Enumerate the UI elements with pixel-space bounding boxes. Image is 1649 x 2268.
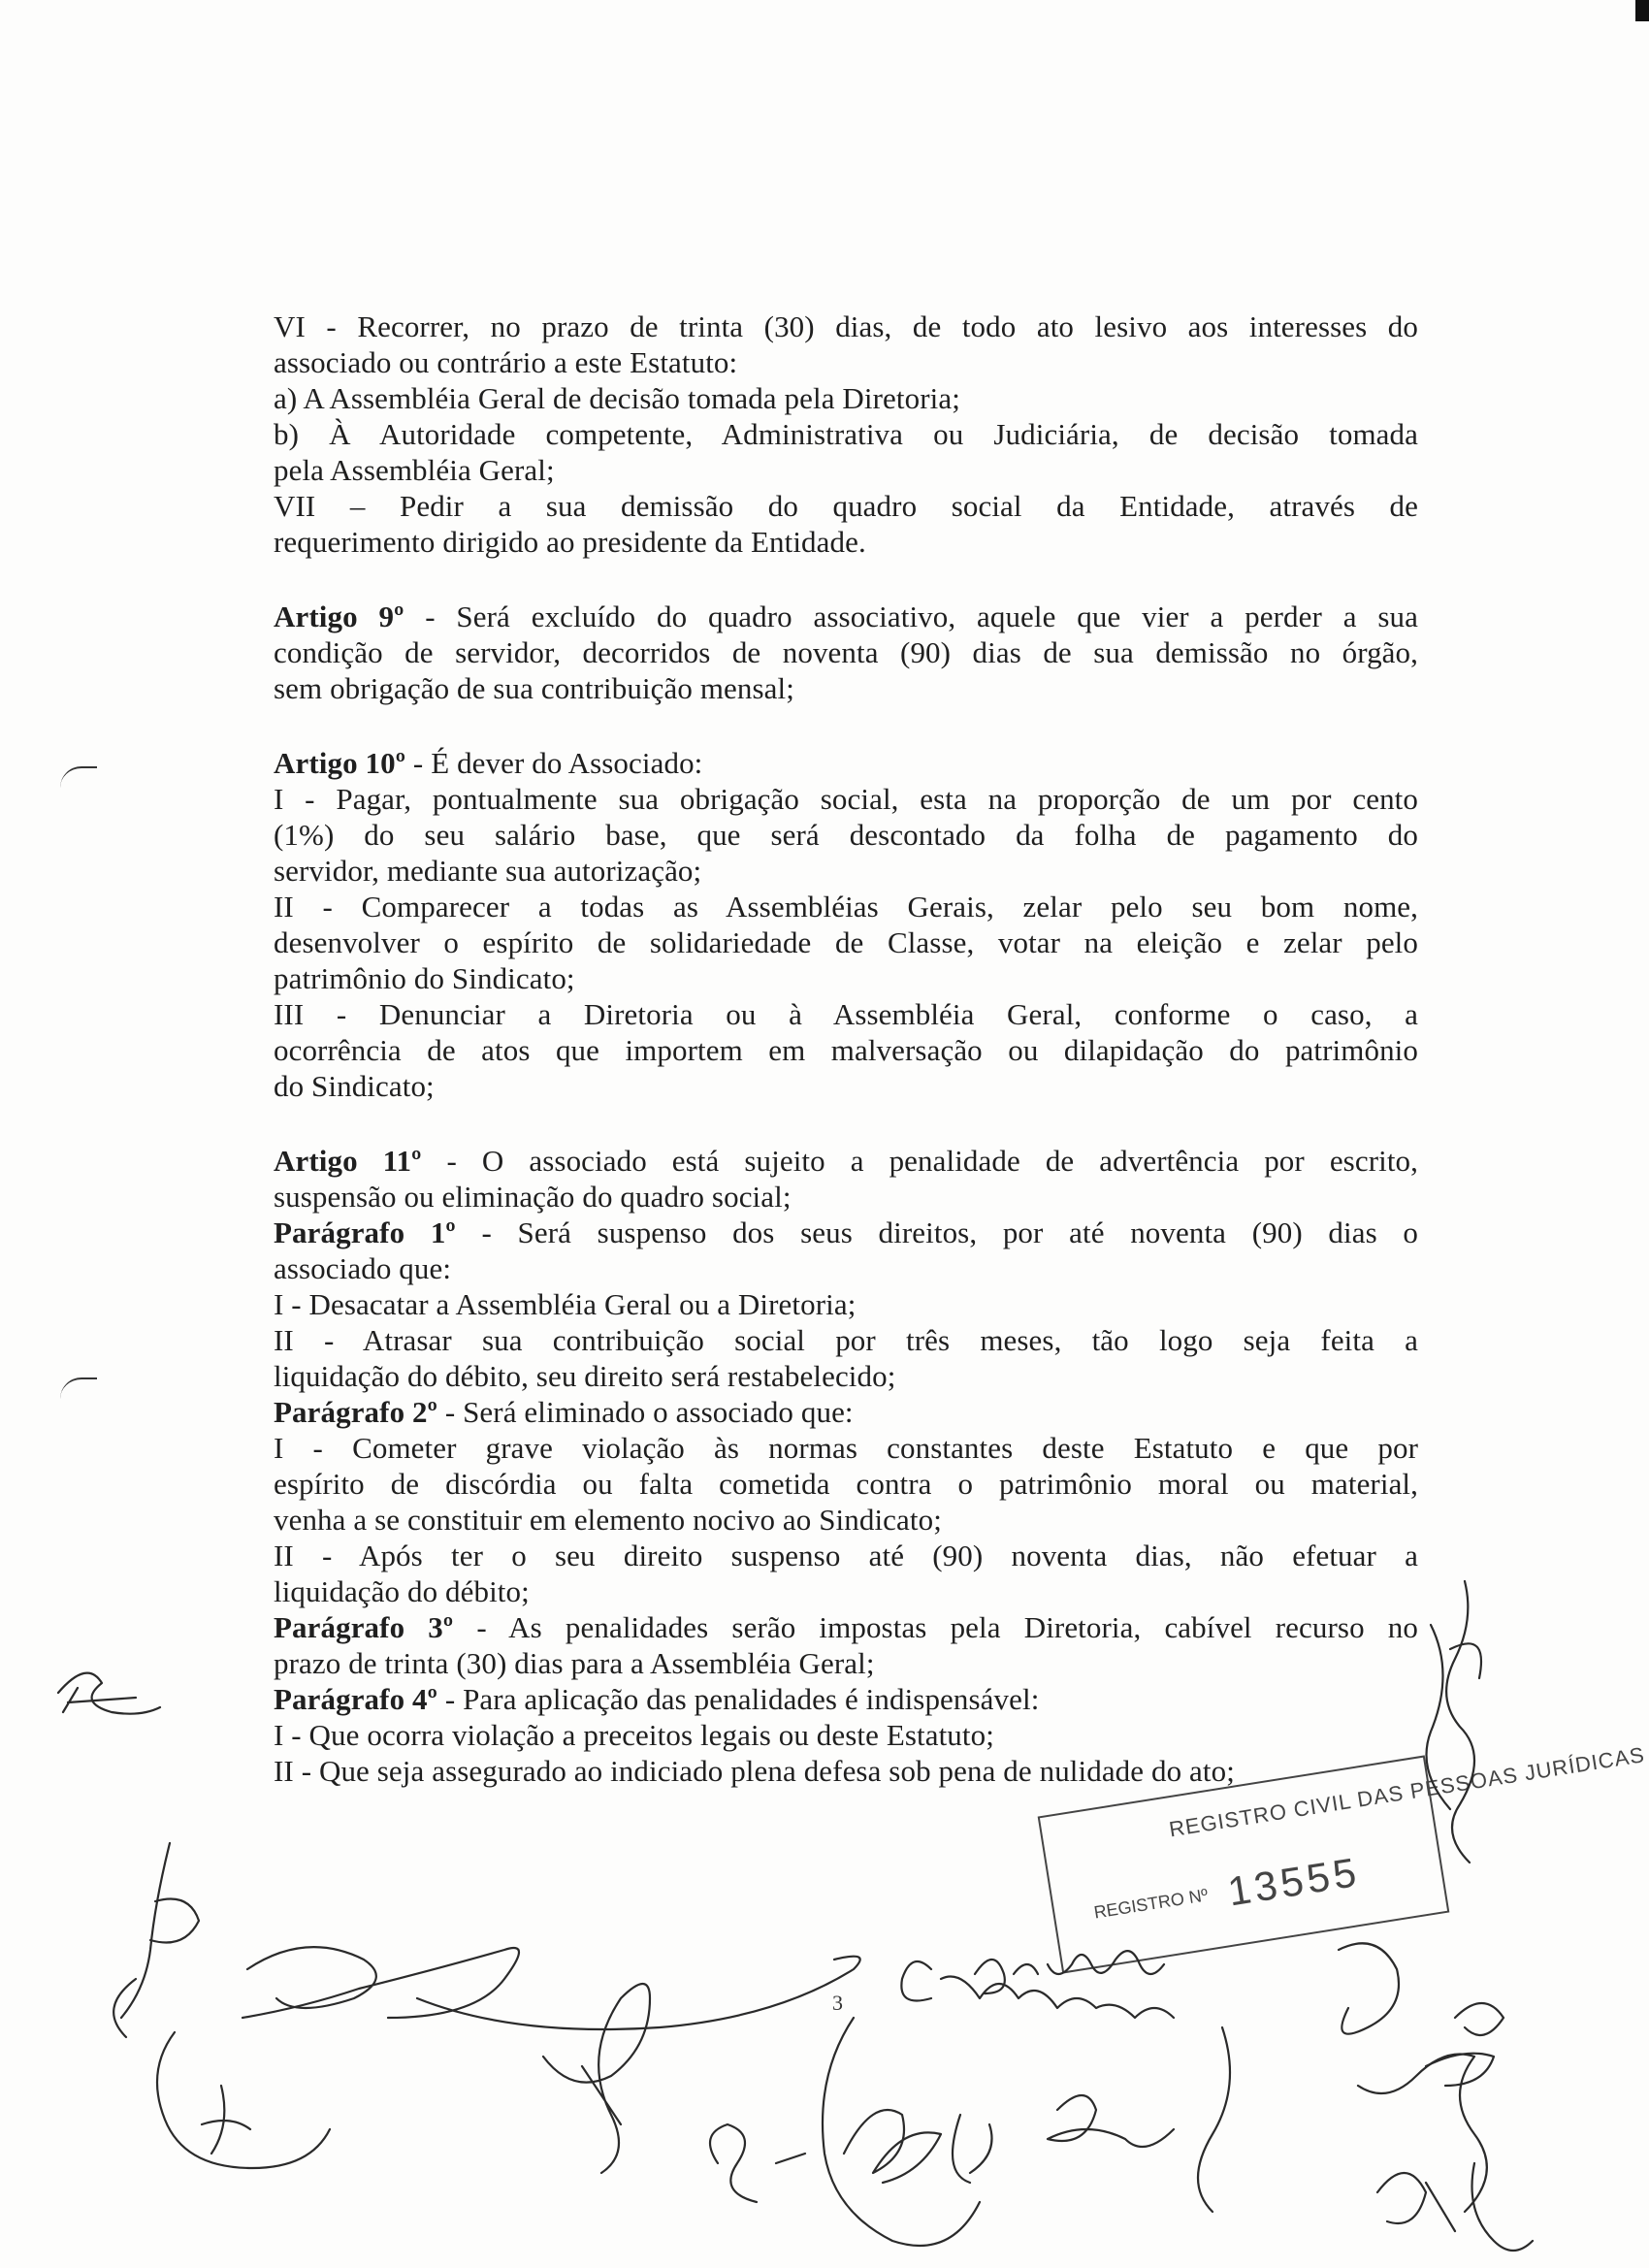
document-line	[274, 1609, 1418, 1645]
line-text: venha a se constituir em elemento nocivo ao Sindicato;	[274, 1503, 942, 1537]
line-text: - Será excluído do quadro associativo, aquele que vier a perder a sua	[404, 599, 1419, 633]
article-heading: Artigo 9º	[274, 599, 404, 633]
article-heading: Artigo 11º	[274, 1144, 422, 1178]
line-text: associado que:	[274, 1251, 452, 1285]
line-text: b) À Autoridade competente, Administrativa ou Judiciária, de decisão tomada	[274, 417, 1418, 451]
scan-edge-mark	[1635, 0, 1649, 21]
line-text: - Será eliminado o associado que:	[436, 1395, 854, 1429]
signature	[844, 2110, 992, 2183]
signature	[1358, 2055, 1487, 2213]
stamp-number: 13555	[1224, 1848, 1364, 1915]
line-text: prazo de trinta (30) dias para a Assembléia Geral;	[274, 1646, 875, 1680]
signature	[417, 1957, 860, 2029]
document-line	[274, 634, 1418, 670]
document-line	[274, 1717, 1418, 1753]
signature	[157, 2032, 330, 2168]
signature	[1048, 2095, 1174, 2147]
signature	[242, 1947, 519, 2018]
article-heading: Artigo 10º	[274, 746, 406, 780]
stamp-title: REGISTRO CIVIL DAS PESSOAS JURÍDICAS	[1167, 1742, 1647, 1842]
document-line	[274, 380, 1418, 416]
document-line	[274, 670, 1418, 706]
signature	[1426, 2003, 1504, 2086]
line-text: I - Cometer grave violação às normas constantes deste Estatuto e que por	[274, 1431, 1418, 1465]
signature	[1377, 2173, 1455, 2231]
document-line	[274, 344, 1418, 380]
line-text: requerimento dirigido ao presidente da Entidade.	[274, 525, 866, 559]
margin-rubric-signature	[113, 1843, 199, 2037]
paragraph-gap	[274, 706, 1418, 745]
document-line	[274, 1286, 1418, 1322]
document-line	[274, 1322, 1418, 1358]
line-text: II - Comparecer a todas as Assembléias Gerais, zelar pelo seu bom nome,	[274, 890, 1418, 923]
line-text: I - Pagar, pontualmente sua obrigação social, esta na proporção de um por cento	[274, 782, 1418, 816]
document-line	[274, 1645, 1418, 1681]
line-text: - O associado está sujeito a penalidade de advertência por escrito,	[421, 1144, 1418, 1178]
stamp-label: REGISTRO Nº	[1092, 1885, 1210, 1923]
document-line	[274, 524, 1418, 560]
line-text: pela Assembléia Geral;	[274, 453, 555, 487]
line-text: servidor, mediante sua autorização;	[274, 854, 702, 888]
document-line	[274, 745, 1418, 781]
document-line	[274, 1358, 1418, 1394]
line-text: liquidação do débito;	[274, 1574, 530, 1608]
signature	[901, 1961, 1174, 2018]
document-line	[274, 1573, 1418, 1609]
line-text: III - Denunciar a Diretoria ou à Assembléia Geral, conforme o caso, a	[274, 997, 1418, 1031]
document-line	[274, 1032, 1418, 1068]
document-line	[274, 781, 1418, 817]
document-line	[274, 1466, 1418, 1502]
document-line	[274, 1394, 1418, 1430]
line-text: condição de servidor, decorridos de noventa (90) dias de sua demissão no órgão,	[274, 635, 1418, 669]
document-line	[274, 488, 1418, 524]
signature	[202, 2086, 250, 2154]
document-line	[274, 996, 1418, 1032]
document-line	[274, 416, 1418, 452]
document-line	[274, 452, 1418, 488]
line-text: suspensão ou eliminação do quadro social;	[274, 1180, 792, 1214]
line-text: a) A Assembléia Geral de decisão tomada pela Diretoria;	[274, 381, 960, 415]
signature	[1472, 2163, 1534, 2251]
line-text: II - Que seja assegurado ao indiciado plena defesa sob pena de nulidade do ato;	[274, 1754, 1235, 1788]
line-text: do Sindicato;	[274, 1069, 435, 1103]
line-text: II - Após ter o seu direito suspenso até (90) noventa dias, não efetuar a	[274, 1539, 1418, 1572]
document-line	[274, 1068, 1418, 1104]
document-line	[274, 1502, 1418, 1538]
document-line	[274, 853, 1418, 889]
line-text: - As penalidades serão impostas pela Diretoria, cabível recurso no	[453, 1610, 1418, 1644]
document-line	[274, 924, 1418, 960]
document-line	[274, 889, 1418, 924]
line-text: liquidação do débito, seu direito será restabelecido;	[274, 1359, 896, 1393]
article-heading: Parágrafo 2º	[274, 1395, 437, 1429]
signature	[543, 1984, 650, 2173]
document-line	[274, 960, 1418, 996]
document-line	[274, 599, 1418, 634]
paragraph-gap	[274, 560, 1418, 599]
article-heading: Parágrafo 3º	[274, 1610, 454, 1644]
line-text: I - Que ocorra violação a preceitos legais ou deste Estatuto;	[274, 1718, 994, 1752]
line-text: (1%) do seu salário base, que será descontado da folha de pagamento do	[274, 818, 1418, 852]
document-line	[274, 1681, 1418, 1717]
line-text: I - Desacatar a Assembléia Geral ou a Diretoria;	[274, 1287, 857, 1321]
signature	[1339, 1943, 1399, 2033]
document-line	[274, 817, 1418, 853]
article-heading: Parágrafo 4º	[274, 1682, 437, 1716]
signature	[823, 2018, 980, 2246]
document-line	[274, 1143, 1418, 1179]
line-text: - Será suspenso dos seus direitos, por até noventa (90) dias o	[455, 1215, 1418, 1249]
margin-mark	[60, 1377, 97, 1399]
line-text: VII – Pedir a sua demissão do quadro social da Entidade, através de	[274, 489, 1418, 523]
line-text: sem obrigação de sua contribuição mensal;	[274, 671, 794, 705]
line-text: espírito de discórdia ou falta cometida contra o patrimônio moral ou material,	[274, 1467, 1418, 1501]
document-line	[274, 1538, 1418, 1573]
document-text-body	[274, 308, 1418, 1789]
line-text: - É dever do Associado:	[405, 746, 703, 780]
line-text: patrimônio do Sindicato;	[274, 961, 575, 995]
document-line	[274, 1430, 1418, 1466]
line-text: VI - Recorrer, no prazo de trinta (30) dias, de todo ato lesivo aos interesses do	[274, 309, 1418, 343]
margin-rubric-signature	[58, 1673, 160, 1714]
page-number: 3	[832, 1991, 843, 2015]
line-text: - Para aplicação das penalidades é indispensável:	[436, 1682, 1040, 1716]
article-heading: Parágrafo 1º	[274, 1215, 456, 1249]
line-text: associado ou contrário a este Estatuto:	[274, 345, 738, 379]
signature	[1198, 2027, 1230, 2212]
line-text: desenvolver o espírito de solidariedade de Classe, votar na eleição e zelar pelo	[274, 925, 1418, 959]
margin-mark	[60, 766, 97, 788]
document-line	[274, 1250, 1418, 1286]
document-line	[274, 308, 1418, 344]
document-line	[274, 1215, 1418, 1250]
signature	[710, 2124, 805, 2202]
line-text: ocorrência de atos que importem em malversação ou dilapidação do patrimônio	[274, 1033, 1418, 1067]
paragraph-gap	[274, 1104, 1418, 1143]
line-text: II - Atrasar sua contribuição social por três meses, tão logo seja feita a	[274, 1323, 1418, 1357]
document-line	[274, 1179, 1418, 1215]
margin-rubric-signature	[1446, 1581, 1481, 1863]
